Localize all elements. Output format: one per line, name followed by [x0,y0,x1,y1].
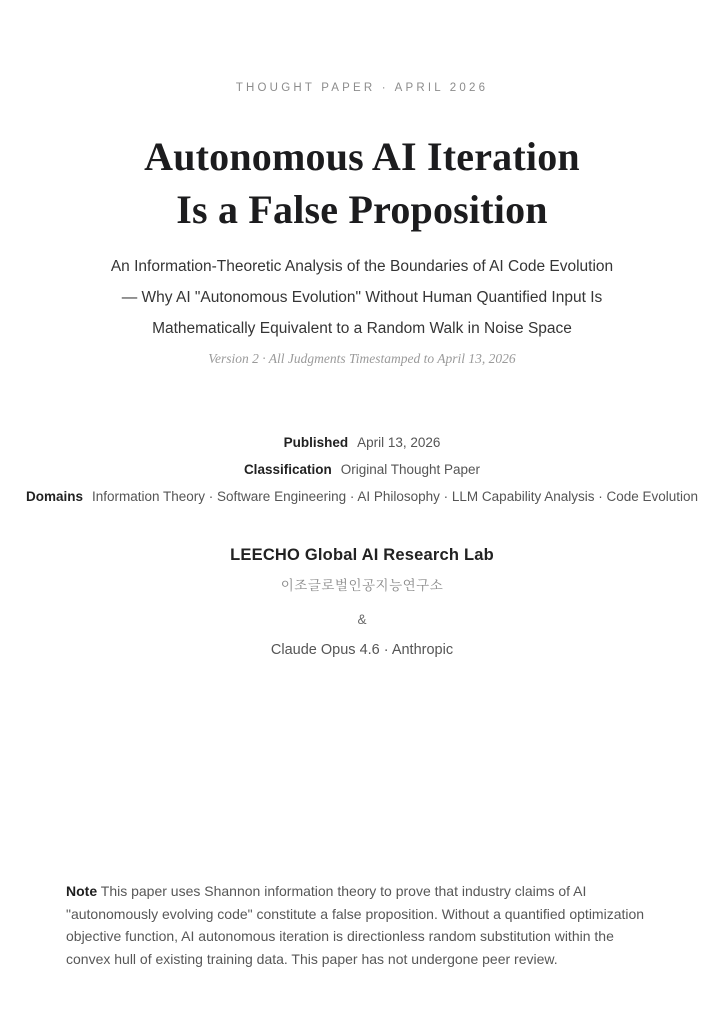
metadata-block [26,429,698,510]
page-title-line-1: Autonomous AI Iteration [144,134,580,179]
metadata-label-domains: Domains [25,489,83,504]
metadata-value-published: April 13, 2026 [357,435,441,450]
footnote-label: Note [66,883,98,899]
subtitle [111,251,613,344]
footnote-text: This paper uses Shannon information theory to prove that industry claims of AI "autonomously evolving code" constitute a false proposition. Without a quantified optimization objective function, AI autonomous iteration is directionless random substitution within the convex hull of existing training data. This paper has not undergone peer review. [66,883,645,967]
page-title [144,130,580,236]
lab-name: LEECHO Global AI Research Lab [230,546,494,564]
subtitle-line-2: — Why AI "Autonomous Evolution" Without Human Quantified Input Is [121,289,603,306]
coauthor-name: Claude Opus 4.6 · Anthropic [270,642,454,658]
eyebrow-label: THOUGHT PAPER · APRIL 2026 [235,82,489,94]
metadata-value-domains: Information Theory · Software Engineering · AI Philosophy · LLM Capability Analysis · Code Evolution [91,489,699,504]
authors-block [230,546,494,658]
metadata-row-domains [26,483,698,510]
footnote-paragraph [66,880,658,970]
version-timestamp-note: Version 2 · All Judgments Timestamped to April 13, 2026 [208,351,516,366]
metadata-row-published [26,429,698,456]
subtitle-line-1: An Information-Theoretic Analysis of the Boundaries of AI Code Evolution [110,258,614,275]
metadata-label-published: Published [283,435,349,450]
metadata-row-classification [26,456,698,483]
metadata-label-classification: Classification [243,462,332,477]
lab-name-korean: 이조글로벌인공지능연구소 [280,578,444,593]
metadata-value-classification: Original Thought Paper [340,462,481,477]
authors-ampersand-separator: & [357,612,367,627]
page-title-line-2: Is a False Proposition [176,187,548,232]
subtitle-line-3: Mathematically Equivalent to a Random Walk in Noise Space [152,320,572,337]
